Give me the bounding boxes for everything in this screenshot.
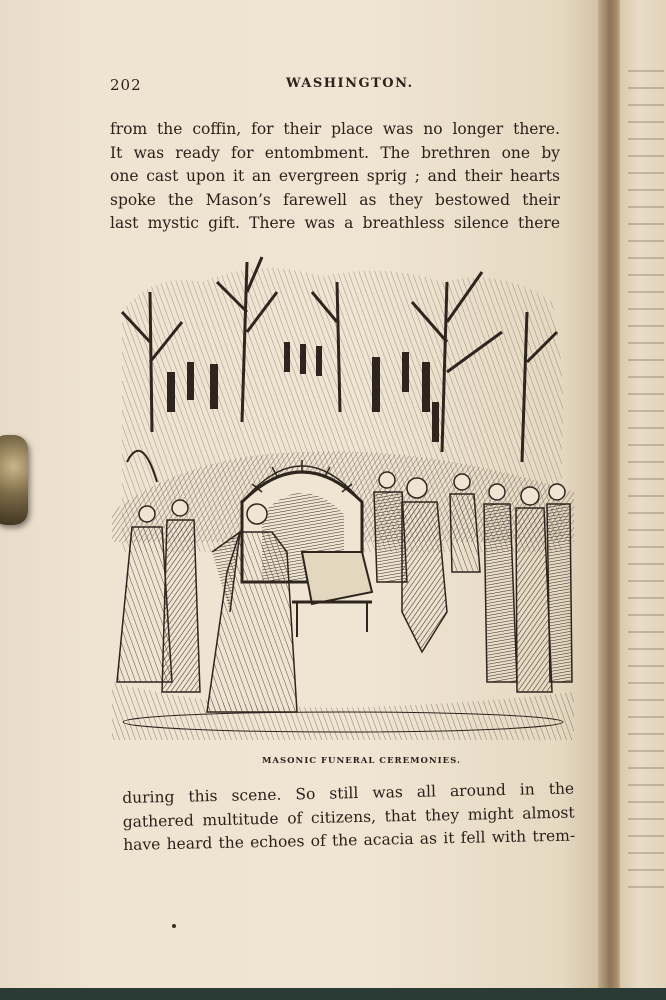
text-line: spoke the Mason’s farewell as they bestowed their xyxy=(110,190,560,209)
page-number: 202 xyxy=(110,76,142,94)
text-line: have heard the echoes of the acacia as it fell with trem- xyxy=(123,826,576,854)
text-line: from the coffin, for their place was no longer there. xyxy=(110,120,560,138)
text-line: last mystic gift. There was a breathless silence there xyxy=(110,214,560,232)
text-line: It was ready for entombment. The brethren one by xyxy=(110,143,560,162)
text-line: gathered multitude of citizens, that they might almost xyxy=(122,803,575,831)
body-text-bottom xyxy=(122,778,575,858)
text-line: during this scene. So still was all around in the xyxy=(122,779,575,807)
text-line: one cast upon it an evergreen sprig ; and their hearts xyxy=(110,167,560,185)
page-clip-icon xyxy=(0,435,28,525)
engraving-illustration xyxy=(112,252,574,740)
running-head: WASHINGTON. xyxy=(286,76,414,91)
body-text-top xyxy=(110,118,560,236)
right-page-text-lines xyxy=(628,70,664,890)
binding-edge xyxy=(0,988,666,1000)
ink-speck xyxy=(172,924,176,928)
illustration-caption: MASONIC FUNERAL CEREMONIES. xyxy=(262,756,461,766)
page-header xyxy=(110,76,560,96)
right-page-edge xyxy=(620,0,666,1000)
